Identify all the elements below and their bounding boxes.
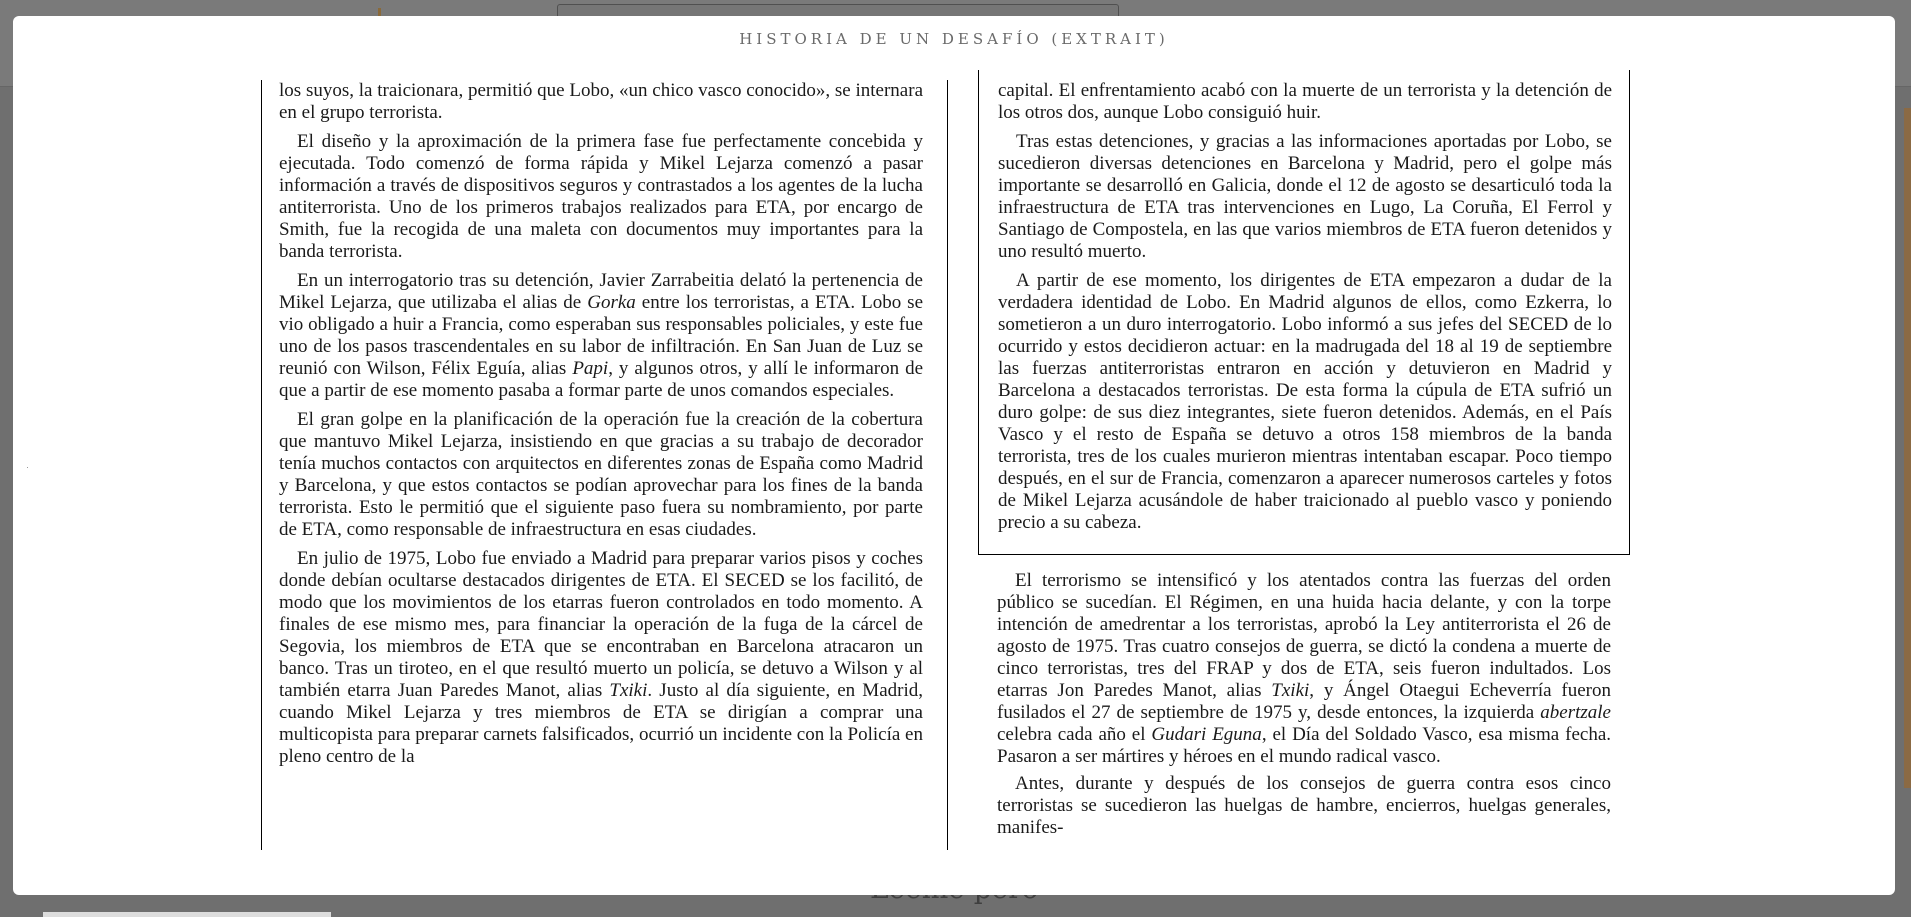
box-paragraphs [998,80,1612,534]
margin-mark [27,467,28,468]
left-paragraphs [279,80,923,768]
left-page [261,80,948,850]
text-run: En julio de 1975, Lobo fue enviado a Madrid para preparar varios pisos y coches donde debían ocultarse destacados dirigentes de ETA. El SECED se los facilitó, de modo que los movimientos de los etarras fueron controlados en todo momento. A finales de ese mismo mes, para financiar la operación de la fuga de la cárcel de Segovia, los miembros de ETA que se encontraban en Barcelona atracaron un banco. Tras un tiroteo, en el que resultó muerto un policía, se detuvo a Wilson y al también etarra Juan Paredes Manot, alias [279,548,923,701]
paragraph [998,80,1612,124]
text-run: El gran golpe en la planificación de la operación fue la creación de la cobertura que mantuvo Mikel Lejarza, insistiendo en que gracias a su trabajo de decorador tenía muchos contactos con arquitectos en diferentes zonas de España como Madrid y Barcelona, y que estos contactos se podían aprovechar para los fines de la banda terrorista. Esto le permitió que el siguiente paso fuera su nombramiento, por parte de ETA, como responsable de infraestructura en esas ciudades. [279,409,923,540]
paragraph [997,570,1611,768]
background-side-strip [1904,108,1911,788]
text-run: , y Ángel Otaegui Echeverría fueron fusilados el 27 de septiembre de 1975 y, desde entonces, la izquierda [997,680,1611,723]
left-page-text [279,80,923,775]
text-run: El diseño y la aproximación de la primera fase fue perfectamente concebida y ejecutada. Todo comenzó de forma rápida y Mikel Lejarza comenzó a pasar información a través de dispositivos seguros y contrastados a los agentes de la lucha antiterrorista. Uno de los primeros trabajos realizados para ETA, por encargo de Smith, fue la recogida de una maleta con documentos muy importantes para la banda terrorista. [279,131,923,262]
paragraph [279,409,923,541]
text-run: , el Día del Soldado Vasco, esa misma fecha. Pasaron a ser mártires y héroes en el mundo radical vasco. [997,724,1612,767]
italic-text: Gorka [587,292,636,313]
modal-title: HISTORIA DE UN DESAFÍO (EXTRAIT) [739,30,1169,48]
book-spread[interactable] [13,80,1895,850]
italic-text: Txiki [1271,680,1310,701]
text-run: . Justo al día siguiente, en Madrid, cuando Mikel Lejarza y tres miembros de ETA se dirigían a comprar una multicopista para preparar carnets falsificados, ocurrió un incidente con la Policía en pleno centro de la [279,680,923,767]
text-run: , y algunos otros, y allí le informaron de que a partir de ese momento pasaba a formar parte de unos comandos especiales. [279,358,923,401]
italic-text: Papi [572,358,609,379]
excerpt-modal[interactable] [13,16,1895,895]
background-bottom-bar [43,912,331,917]
text-run: capital. El enfrentamiento acabó con la muerte de un terrorista y la detención de los otros dos, aunque Lobo consiguió huir. [998,80,1612,123]
paragraph [279,270,923,402]
text-run: entre los terroristas, a ETA. Lobo se vio obligado a huir a Francia, como esperaban sus responsables policiales, y este fue uno de los pasos trascendentales en su labor de infiltración. En San Juan de Luz se reunió con Wilson, Félix Eguía, alias [279,292,923,379]
boxed-excerpt [978,70,1630,555]
text-run: En un interrogatorio tras su detención, Javier Zarrabeitia delató la pertenencia de Mikel Lejarza, que utilizaba el alias de [279,270,923,313]
text-run: Antes, durante y después de los consejos de guerra contra esos cinco terroristas se sucedieron las huelgas de hambre, encierros, huelgas generales, manifes- [997,773,1611,838]
text-run: El terrorismo se intensificó y los atentados contra las fuerzas del orden público se sucedían. El Régimen, en una huida hacia delante, y con la torpe intención de amedrentar a los terroristas, aprobó la Ley antiterrorista el 26 de agosto de 1975. Tras cuatro consejos de guerra, se dictó la condena a muerte de cinco terroristas, tres del FRAP y dos de ETA, seis fueron indultados. Los etarras Jon Paredes Manot, alias [997,570,1611,701]
paragraph [279,80,923,124]
paragraph [279,131,923,263]
paragraph [998,270,1612,534]
paragraph [998,131,1612,263]
text-run: A partir de ese momento, los dirigentes de ETA empezaron a dudar de la verdadera identidad de Lobo. En Madrid algunos de ellos, como Ezkerra, lo sometieron a un duro interrogatorio. Lobo informó a sus jefes del SECED de lo ocurrido y estos decidieron actuar: en la madrugada del 18 al 19 de septiembre las fuerzas antiterroristas entraron en acción y detuvieron en Madrid y Barcelona a destacados terroristas. De esta forma la cúpula de ETA sufrió un duro golpe: de sus diez integrantes, siete fueron detenidos. Además, en el País Vasco y el resto de España se detuvo a otros 158 miembros de la banda terrorista, tres de los cuales murieron mientras intentaban escapar. Poco tiempo después, en el sur de Francia, comenzaron a aparecer numerosos carteles y fotos de Mikel Lejarza acusándole de haber traicionado al pueblo vasco y poniendo precio a su cabeza. [998,270,1612,533]
italic-text: Gudari Eguna [1151,724,1262,745]
text-run: celebra cada año el [997,724,1152,745]
boxed-excerpt-text [998,80,1612,541]
italic-text: Txiki [609,680,648,701]
text-run: Tras estas detenciones, y gracias a las informaciones aportadas por Lobo, se sucedieron diversas detenciones en Barcelona y Madrid, pero el golpe más importante se desarrolló en Galicia, donde el 12 de agosto se desarticuló toda la infraestructura de ETA tras intervenciones en Lugo, La Coruña, El Ferrol y Santiago de Compostela, en las que varios miembros de ETA fueron detenidos y uno resultó muerto. [998,131,1612,262]
paragraph [997,773,1611,839]
paragraph [279,548,923,768]
italic-text: abertzale [1540,702,1611,723]
text-run: los suyos, la traicionara, permitió que Lobo, «un chico vasco conocido», se internara en el grupo terrorista. [279,80,923,123]
right-page-text [997,570,1611,844]
after-paragraphs [997,570,1611,839]
right-page [946,80,1651,850]
